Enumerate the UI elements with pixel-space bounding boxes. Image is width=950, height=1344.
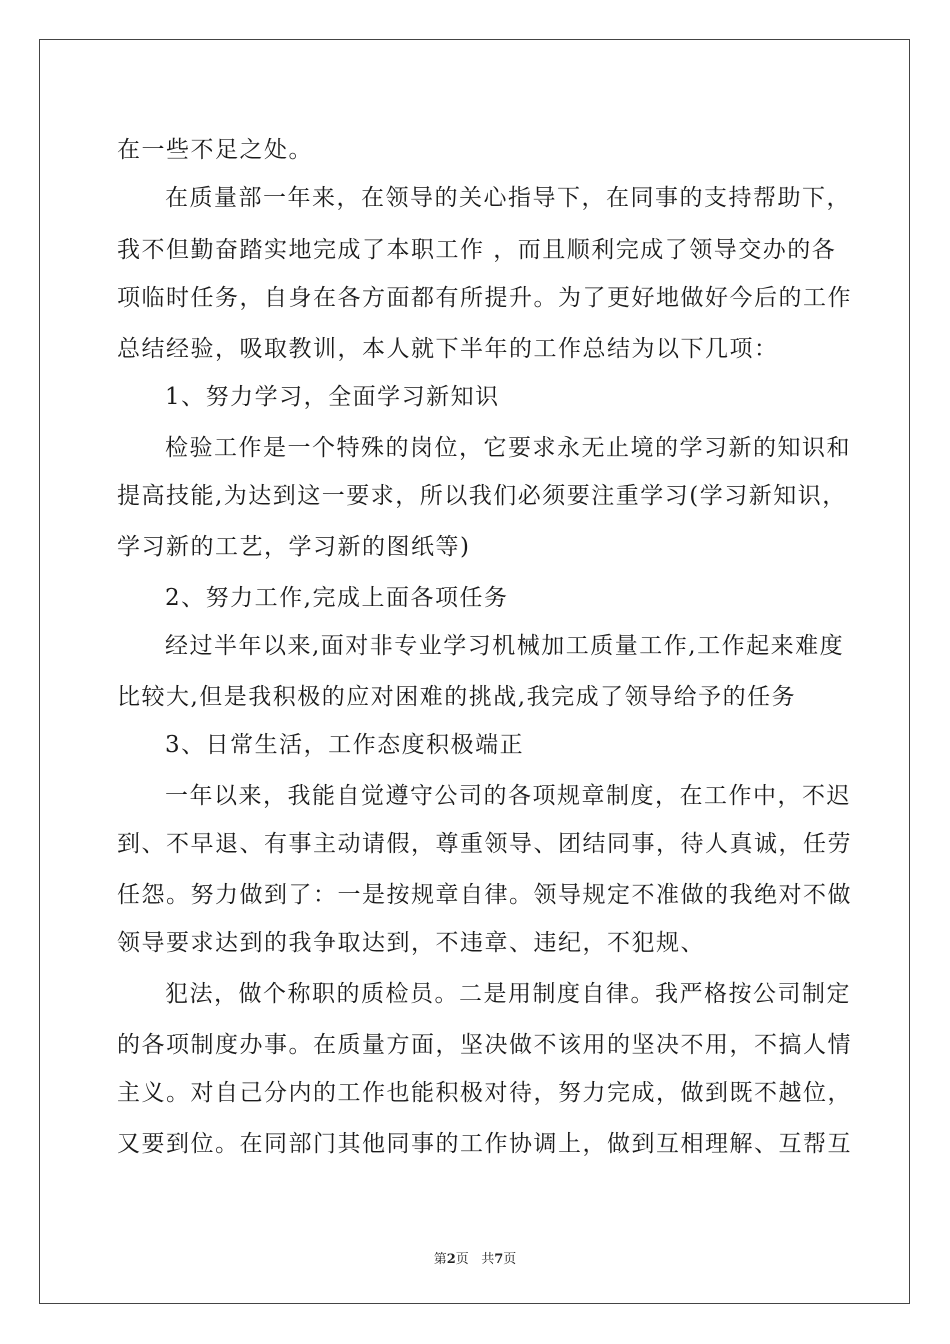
text-line: 一年以来，我能自觉遵守公司的各项规章制度，在工作中，不迟 [165, 783, 851, 809]
footer-total-suffix: 页 [503, 1252, 517, 1267]
text-line: 在一些不足之处。 [117, 137, 313, 163]
text-line: 的各项制度办事。在质量方面，坚决做不该用的坚决不用，不搞人情 [117, 1032, 852, 1058]
text-line: 到、不早退、有事主动请假，尊重领导、团结同事，待人真诚，任劳 [117, 831, 852, 857]
page-footer [0, 1248, 950, 1267]
text-line: 提高技能,为达到这一要求，所以我们必须要注重学习(学习新知识， [117, 483, 847, 509]
footer-page-suffix: 页 [455, 1252, 469, 1267]
text-line: 我不但勤奋踏实地完成了本职工作 ，而且顺利完成了领导交办的各 [117, 237, 837, 263]
text-line: 比较大,但是我积极的应对困难的挑战,我完成了领导给予的任务 [117, 684, 797, 710]
section-heading: 1、努力学习，全面学习新知识 [165, 384, 500, 410]
text-line: 领导要求达到的我争取达到，不违章、违纪，不犯规、 [117, 930, 705, 956]
text-line: 又要到位。在同部门其他同事的工作协调上，做到互相理解、互帮互 [117, 1131, 852, 1157]
footer-page-prefix: 第 [433, 1252, 447, 1267]
text-line: 检验工作是一个特殊的岗位，它要求永无止境的学习新的知识和 [165, 435, 851, 461]
footer-total-prefix: 共 [481, 1252, 495, 1267]
text-line: 学习新的工艺，学习新的图纸等) [117, 534, 471, 560]
text-line: 主义。对自己分内的工作也能积极对待，努力完成，做到既不越位， [117, 1080, 852, 1106]
section-heading: 2、努力工作,完成上面各项任务 [165, 585, 509, 611]
text-line: 在质量部一年来，在领导的关心指导下，在同事的支持帮助下， [165, 185, 851, 211]
text-line: 总结经验，吸取教训，本人就下半年的工作总结为以下几项： [117, 336, 779, 362]
text-line: 任怨。努力做到了：一是按规章自律。领导规定不准做的我绝对不做 [117, 882, 852, 908]
text-line: 经过半年以来,面对非专业学习机械加工质量工作,工作起来难度 [165, 633, 845, 659]
section-heading: 3、日常生活，工作态度积极端正 [165, 732, 525, 758]
footer-page-current: 2 [446, 1252, 456, 1267]
text-line: 项临时任务，自身在各方面都有所提升。为了更好地做好今后的工作 [117, 285, 852, 311]
footer-page-total: 7 [494, 1252, 504, 1267]
text-line: 犯法，做个称职的质检员。二是用制度自律。我严格按公司制定 [165, 981, 851, 1007]
